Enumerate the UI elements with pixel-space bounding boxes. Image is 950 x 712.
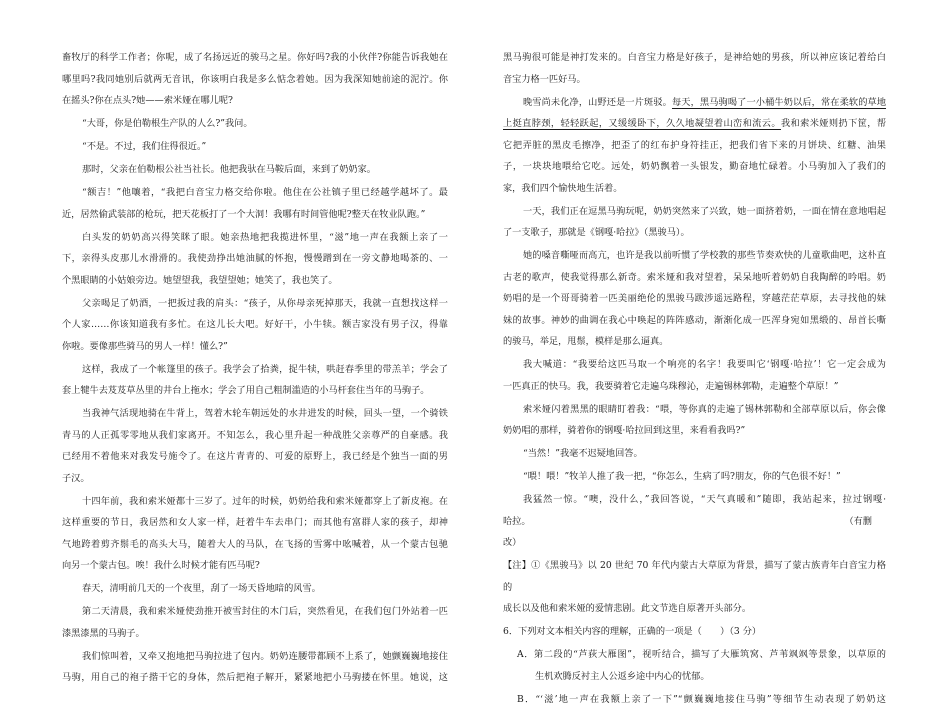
paragraph (503, 399, 886, 442)
underlined-text: 上挺直脖颈，轻轻跃起，又缓缓卧下，久久地凝望着山峦和流云。 (503, 118, 781, 129)
text-line: 那时，父亲在伯勒根公社当社长。他把我驮在马鞍后面，来到了奶奶家。 (82, 164, 376, 175)
text-line: “不是。不过，我们住得很近。” (82, 141, 207, 152)
text-line: 下，亲得头皮那儿水滑滑的。我使劲挣出她油腻的怀抱，慢慢蹭到在一旁文静地喝茶的、一 (62, 253, 448, 264)
text-line (503, 92, 886, 114)
text-line: 了一支歌子，那就是《钢嘎·哈拉》（黑骏马）。 (503, 227, 690, 238)
text-line: 近，居然偷武装部的枪玩，把天花板打了一个大洞！我哪有时间管他呢?整天在牧业队跑。” (62, 208, 426, 220)
paragraph (62, 578, 448, 600)
text-line: 的骏马，举足，甩鬃，模样是那么逼真。 (503, 336, 669, 347)
text-line: “喂！喂！”牧羊人推了我一把，“你怎么，生病了吗?朋友，你的气色很不好！” (523, 471, 841, 482)
text-line: 第二天清晨，我和索米娅使劲推开被雪封住的木门后，突然看见，在我们包门外站着一匹 (82, 606, 448, 617)
paragraph (503, 92, 886, 200)
paragraph (62, 136, 448, 158)
paragraph (503, 47, 886, 90)
text-line: 家，我们四个愉快地生活着。 (503, 182, 623, 194)
text-segment: 我和索米娅则扔下筐，帮 (780, 118, 887, 129)
paragraph (503, 201, 886, 244)
paragraph (62, 601, 448, 644)
text-line: 畜牧厅的科学工作者；你呢，成了名扬远近的骏马之星。你好吗?我的小伙伴?你能告诉我她在 (62, 52, 448, 63)
text-line: 已经用不着他来对我发号施令了。在这片青青的、可爱的原野上，我已经是个独当一面的男 (62, 451, 448, 462)
source-note: （有删 (844, 515, 872, 527)
text-line: 她的嗓音嘶哑而高亢，也许是我以前听惯了学校教的那些节奏欢快的儿童歌曲吧，这朴直 (523, 250, 886, 261)
paragraph (503, 443, 886, 465)
right-column (503, 47, 886, 712)
paragraph (62, 159, 448, 181)
text-line: 生机欢腾反衬主人公返乡途中内心的忧郁。 (535, 670, 710, 682)
text-line: A．第二段的“芦荻大雁图”，视听结合，描写了大雁筑窝、芦苇飒飒等景象，以草原的 (517, 649, 886, 660)
text-segment: 哈拉。 (503, 515, 531, 527)
paragraph (62, 646, 448, 689)
text-line: 你啦。要像那些骑马的男人一样！懂么?” (62, 340, 228, 352)
text-line: 成长以及他和索米娅的爱情悲剧。此文节选自原著开头部分。 (503, 603, 752, 614)
text-line (503, 113, 886, 135)
text-line: 个人家……你该知道我有多忙。在这儿长大吧。好好干，小牛犊。额吉家没有男子汉，得靠 (62, 319, 448, 330)
left-column (62, 47, 448, 690)
text-line: 子汉。 (62, 472, 90, 484)
text-line: 音宝力格一匹好马。 (503, 73, 586, 85)
text-line: 向另一个蒙古包。唉！我什么时候才能有匹马呢? (62, 560, 260, 571)
paragraph (503, 489, 886, 554)
question-prompt (503, 621, 886, 643)
text-line: 它把弄脏的黑皮毛擦净，把歪了的红布护身符挂正，把我们省下来的月饼块、红糖、油果 (503, 139, 886, 151)
underlined-text: 每天，黑马驹喝了一小桶牛奶以后，常在柔软的草地 (671, 96, 887, 108)
text-line: 父亲喝足了奶酒，一把扳过我的肩头：“孩子，从你母亲死掉那天，我就一直想找这样一 (82, 297, 448, 309)
text-line: 索米娅闪着黑黑的眼睛盯着我：“喂，等你真的走遍了锡林郭勒和全部草原以后，你会像 (523, 403, 886, 415)
text-segment: 晚雪尚未化净，山野还是一片斑驳。 (523, 96, 672, 108)
text-line: B．“‘滋’地一声在我额上亲了一下”“颤巍巍地接住马驹”等细节生动表现了奶奶这 (517, 693, 886, 705)
note-paragraph (503, 555, 886, 620)
paragraph (62, 293, 448, 358)
text-line: 6．下列对文本相关内容的理解，正确的一项是（ ）（3 分） (503, 626, 762, 637)
paragraph (62, 491, 448, 577)
text-line: 马驹，用自己的袍子揩干它的身体，然后把袍子解开，紧紧地把小马驹搂在怀里。她说，这 (62, 672, 448, 683)
text-line: 在摇头?你在点头?她——索米娅在哪儿呢? (62, 95, 233, 106)
text-line: 妹的故事。神妙的曲调在我心中唤起的阵阵感动，渐渐化成一匹浑身宛如黑缎的、昂首长嘶 (503, 314, 886, 326)
paragraph (62, 113, 448, 135)
text-line: 我大喊道：“我要给这匹马取一个响亮的名字！我要叫它‘钢嘎·哈拉’！它一定会成为 (523, 359, 886, 370)
text-line: 改） (503, 537, 522, 548)
text-line: 漆黑漆黑的马驹子。 (62, 627, 145, 639)
text-line: 白头发的奶奶高兴得笑眯了眼。她亲热地把我揽进怀里，“滋”地一声在我额上亲了一 (82, 231, 448, 243)
text-line: 古老的歌声，使我觉得那么新奇。索米娅和我对望着，呆呆地听着奶奶自我陶醉的吟唱。奶 (503, 271, 886, 283)
text-line: 青马的人正孤零零地从我们家离开。不知怎么，我心里升起一种战胜父亲尊严的自豪感。我 (62, 429, 448, 441)
text-line: 这样重要的节日，我居然和女人家一样，赶着牛车去串门；而其他有富群人家的孩子，却神 (62, 517, 448, 528)
text-line: “大哥，你是伯勒根生产队的人么?”我问。 (82, 118, 253, 129)
text-line: 春天，清明前几天的一个夜里，刮了一场天昏地暗的风雪。 (82, 583, 321, 594)
text-line: 气地跨着剪齐鬃毛的高头大马，随着大人的马队，在飞扬的雪雾中吆喊着，从一个蒙古包驰 (62, 538, 448, 550)
text-line: 【注】①《黑骏马》以 20 世纪 70 年代内蒙古大草原为背景，描写了蒙古族青年白音宝力格的 (503, 560, 886, 593)
text-line: 奶唱的是一个哥哥骑着一匹美丽绝伦的黑骏马跋涉遥远路程，穿越茫茫草原，去寻找他的妹 (503, 293, 886, 304)
paragraph (503, 354, 886, 397)
text-line: 一天，我们正在逗黑马驹玩呢，奶奶突然来了兴致，她一面挤着奶，一面在情在意地唱起 (523, 205, 886, 217)
text-line: 十四年前，我和索米娅都十三岁了。过年的时候，奶奶给我和索米娅都穿上了新皮袍。在 (82, 495, 448, 507)
text-line: 我们惊叫着，又牵又抱地把马驹拉进了包内。奶奶连腰带都顾不上系了，她颤巍巍地接住 (82, 650, 448, 662)
paragraph (62, 403, 448, 489)
paragraph (503, 245, 886, 353)
text-line: 黑马驹很可能是神打发来的。白音宝力格是好孩子，是神给她的男孩，所以神应该记着给白 (503, 52, 886, 63)
text-line (503, 511, 886, 533)
text-line: “当然！”我毫不迟疑地回答。 (523, 448, 643, 459)
text-line: 个黑眼睛的小姑娘旁边。她望望我，我望望她；她笑了，我也笑了。 (62, 274, 338, 286)
paragraph (62, 47, 448, 112)
paragraph (62, 359, 448, 402)
text-line: 套上犍牛去芨芨草丛里的井台上拖水；学会了用自己粗制滥造的小马杆套住当年的马驹子。 (62, 385, 430, 396)
text-line: 我猛然一惊。“噢，没什么，”我回答说，“天气真暖和”随即，我站起来，拉过钢嘎· (523, 494, 886, 505)
answer-option (503, 644, 886, 687)
paragraph (62, 227, 448, 292)
paragraph (503, 466, 886, 488)
answer-option (503, 689, 886, 711)
text-line: 哪里吗?我同她别后就两无音讯，你该明白我是多么惦念着她。因为我深知她前途的泥泞。你 (62, 73, 448, 85)
text-line: 当我神气活现地骑在牛背上，驾着木轮车朝远处的水井进发的时候，回头一望，一个骑铁 (82, 408, 448, 419)
text-line: 这样，我成了一个帐篷里的孩子。我学会了拾粪，捉牛犊，哄赶春季里的带羔羊；学会了 (82, 363, 448, 375)
text-line: 子，一块块地喂给它吃。远处，奶奶飘着一头银发，勤奋地忙碌着。小马驹加入了我们的 (503, 161, 886, 172)
text-line: “额吉！”他嚷着，“我把白音宝力格交给你啦。他住在公社镇子里已经越学越坏了。最 (82, 187, 448, 198)
paragraph (62, 182, 448, 225)
text-line: 一匹真正的快马。我，我要骑着它走遍乌珠穆沁，走遍锡林郭勒，走遍整个草原！” (503, 380, 839, 392)
text-line: 奶奶唱的那样，骑着你的钢嘎·哈拉回到这里，来看看我吗?” (503, 425, 746, 436)
